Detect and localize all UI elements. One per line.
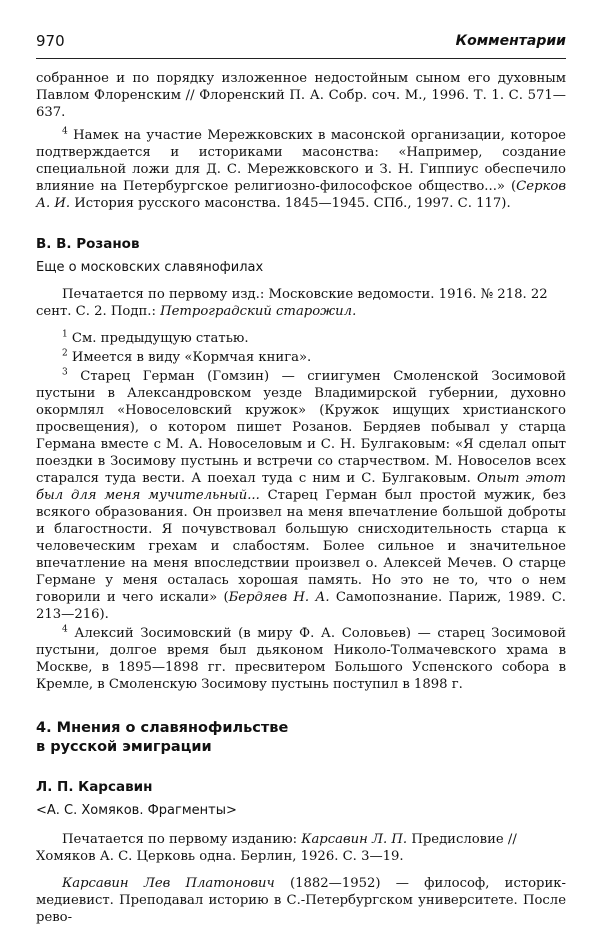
rozanov-author-heading: В. В. Розанов xyxy=(36,236,140,252)
footnote-italic: Серков А. И. xyxy=(36,179,566,211)
footnote-italic: Бердяев Н. А. xyxy=(228,590,330,605)
page-number: 970 xyxy=(36,32,65,50)
footnote-text: Алексий Зосимовский (в миру Ф. А. Соловьев) — старец Зосимовой пустыни, долгое время был дьяконом Николо-Толмачевского храма в Москве, в 1895—1898 гг. пресвитером Большого Успенского собора в Кремле, в Смоленскую Зосимову пустынь поступил в 1898 г. xyxy=(36,626,566,692)
rozanov-footnote-4 xyxy=(36,625,566,693)
rozanov-footnote-1 xyxy=(36,330,566,347)
rozanov-footnote-2 xyxy=(36,349,566,366)
continuation-paragraph: собранное и по порядку изложенное недостойным сыном его духовным Павлом Флоренским // Флоренский П. А. Собр. соч. М., 1996. Т. 1. С. 571—637. xyxy=(36,71,566,120)
footnote-number: 2 xyxy=(62,348,68,359)
biography-italic: Карсавин Лев Платонович xyxy=(62,876,275,891)
footnote-text: Старец Герман (Гомзин) — сгиигумен Смоленской Зосимовой пустыни в Александровском уезде Владимирской губернии, духовно окормлял «Новоселовский кружок» (Кружок ищущих христианского просвещения), о котором пишет Розанов. Бердяев побывал у старца Германа вместе с М. А. Новоселовым и С. Н. Булгаковым: «Я сделал опыт поездки в Зосимову пустынь и встречи со старчеством. М. Новоселов всех старался туда вести. А поехал туда с ним и С. Булгаковым. xyxy=(36,369,566,486)
section-heading-line-2: в русской эмиграции xyxy=(36,739,212,755)
karsavin-title: <А. С. Хомяков. Фрагменты> xyxy=(36,803,237,818)
footnote-text: Самопознание. Париж, 1989. С. 213—216). xyxy=(36,590,566,622)
publication-text: Печатается по первому изд.: Московские ведомости. 1916. № 218. 22 сент. С. 2. Подп.: xyxy=(36,287,548,319)
footnote-text: Старец Герман был простой мужик, без всякого образования. Он произвел на меня впечатление большой доброты и благостности. Я почувствовал большую снисходительность старца к человеческим грехам и слабостям. Более сильное и значительное впечатление на меня впоследствии произвел о. Алексей Мечев. О старце Германе у меня осталась хорошая память. Но это не то, что о нем говорили и чего искали» ( xyxy=(36,488,566,605)
karsavin-publication-note xyxy=(36,831,566,865)
footnote-italic: Опыт этот был для меня мучительный... xyxy=(36,471,567,503)
section-heading-line-1: 4. Мнения о славянофильстве xyxy=(36,720,289,736)
rozanov-title: Еще о московских славянофилах xyxy=(36,260,264,275)
karsavin-biography xyxy=(36,875,566,926)
footnote-text: Имеется в виду «Кормчая книга». xyxy=(67,350,312,365)
rozanov-footnote-3 xyxy=(36,368,566,623)
footnote-number: 3 xyxy=(62,367,68,378)
publication-italic: Карсавин Л. П. xyxy=(301,832,408,847)
publication-italic: Петроградский старожил. xyxy=(160,304,357,319)
footnote-number: 4 xyxy=(62,624,68,635)
publication-text: Предисловие // Хомяков А. С. Церковь одна. Берлин, 1926. С. 3—19. xyxy=(36,832,517,864)
publication-text: Печатается по первому изданию: xyxy=(62,832,302,847)
footnote-4-previous xyxy=(36,127,566,212)
running-title: Комментарии xyxy=(455,33,566,49)
footnote-text: Намек на участие Мережковских в масонской организации, которое подтверждается и историками масонства: «Например, создание специальной ложи для Д. С. Мережковского и З. Н. Гиппиус обеспечило влияние на Петербургское религиозно-философское общество...» ( xyxy=(36,128,566,194)
biography-text: (1882—1952) — философ, историк-медиевист. Преподавал историю в С.-Петербургском университете. После рево- xyxy=(36,876,566,925)
footnote-number: 1 xyxy=(62,329,68,340)
footnote-text: История русского масонства. 1845—1945. СПб., 1997. С. 117). xyxy=(70,196,511,211)
page-content xyxy=(36,70,566,926)
running-header xyxy=(36,32,566,59)
karsavin-author-heading: Л. П. Карсавин xyxy=(36,779,153,795)
rozanov-publication-note xyxy=(36,286,566,320)
footnote-text: См. предыдущую статью. xyxy=(67,331,249,346)
footnote-number: 4 xyxy=(62,126,68,137)
